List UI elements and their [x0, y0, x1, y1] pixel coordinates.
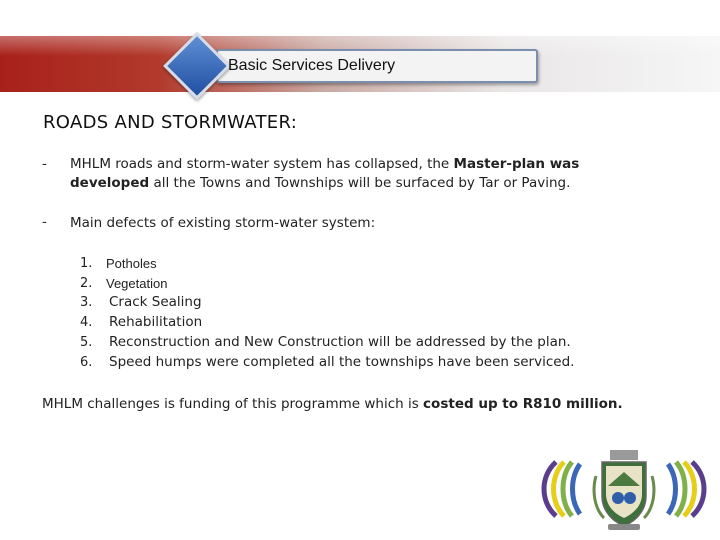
bullet-1-bold-b: developed: [70, 175, 150, 191]
bullet-marker: -: [42, 156, 47, 172]
bullet-1-text: [70, 155, 670, 193]
list-number: 3.: [80, 295, 93, 310]
list-number: 6.: [80, 355, 93, 370]
list-item: Rehabilitation: [109, 314, 203, 330]
section-heading: ROADS AND STORMWATER:: [43, 112, 298, 133]
list-number: 4.: [80, 315, 93, 330]
bullet-1-text-a: MHLM roads and storm-water system has collapsed, the: [70, 156, 454, 172]
bullet-marker: -: [42, 214, 47, 230]
list-number: 5.: [80, 335, 93, 350]
bullet-1-bold-a: Master-plan was: [453, 156, 580, 172]
list-number: 2.: [80, 276, 93, 291]
list-item: Potholes: [106, 256, 157, 271]
bullet-2-text: Main defects of existing storm-water system:: [70, 215, 376, 231]
list-number: 1.: [80, 256, 93, 271]
municipal-crest-logo-icon: [538, 446, 710, 532]
funding-note: [42, 396, 623, 412]
funding-note-text: MHLM challenges is funding of this programme which is: [42, 396, 424, 412]
funding-note-bold: costed up to R810 million.: [423, 396, 623, 412]
list-item: Crack Sealing: [109, 294, 202, 310]
slide-title: Basic Services Delivery: [228, 57, 396, 74]
list-item: Reconstruction and New Construction will be addressed by the plan.: [109, 334, 571, 350]
list-item: Vegetation: [106, 276, 168, 291]
list-item: Speed humps were completed all the townships have been serviced.: [109, 354, 575, 370]
bullet-1-text-b: all the Towns and Townships will be surfaced by Tar or Paving.: [149, 175, 571, 191]
